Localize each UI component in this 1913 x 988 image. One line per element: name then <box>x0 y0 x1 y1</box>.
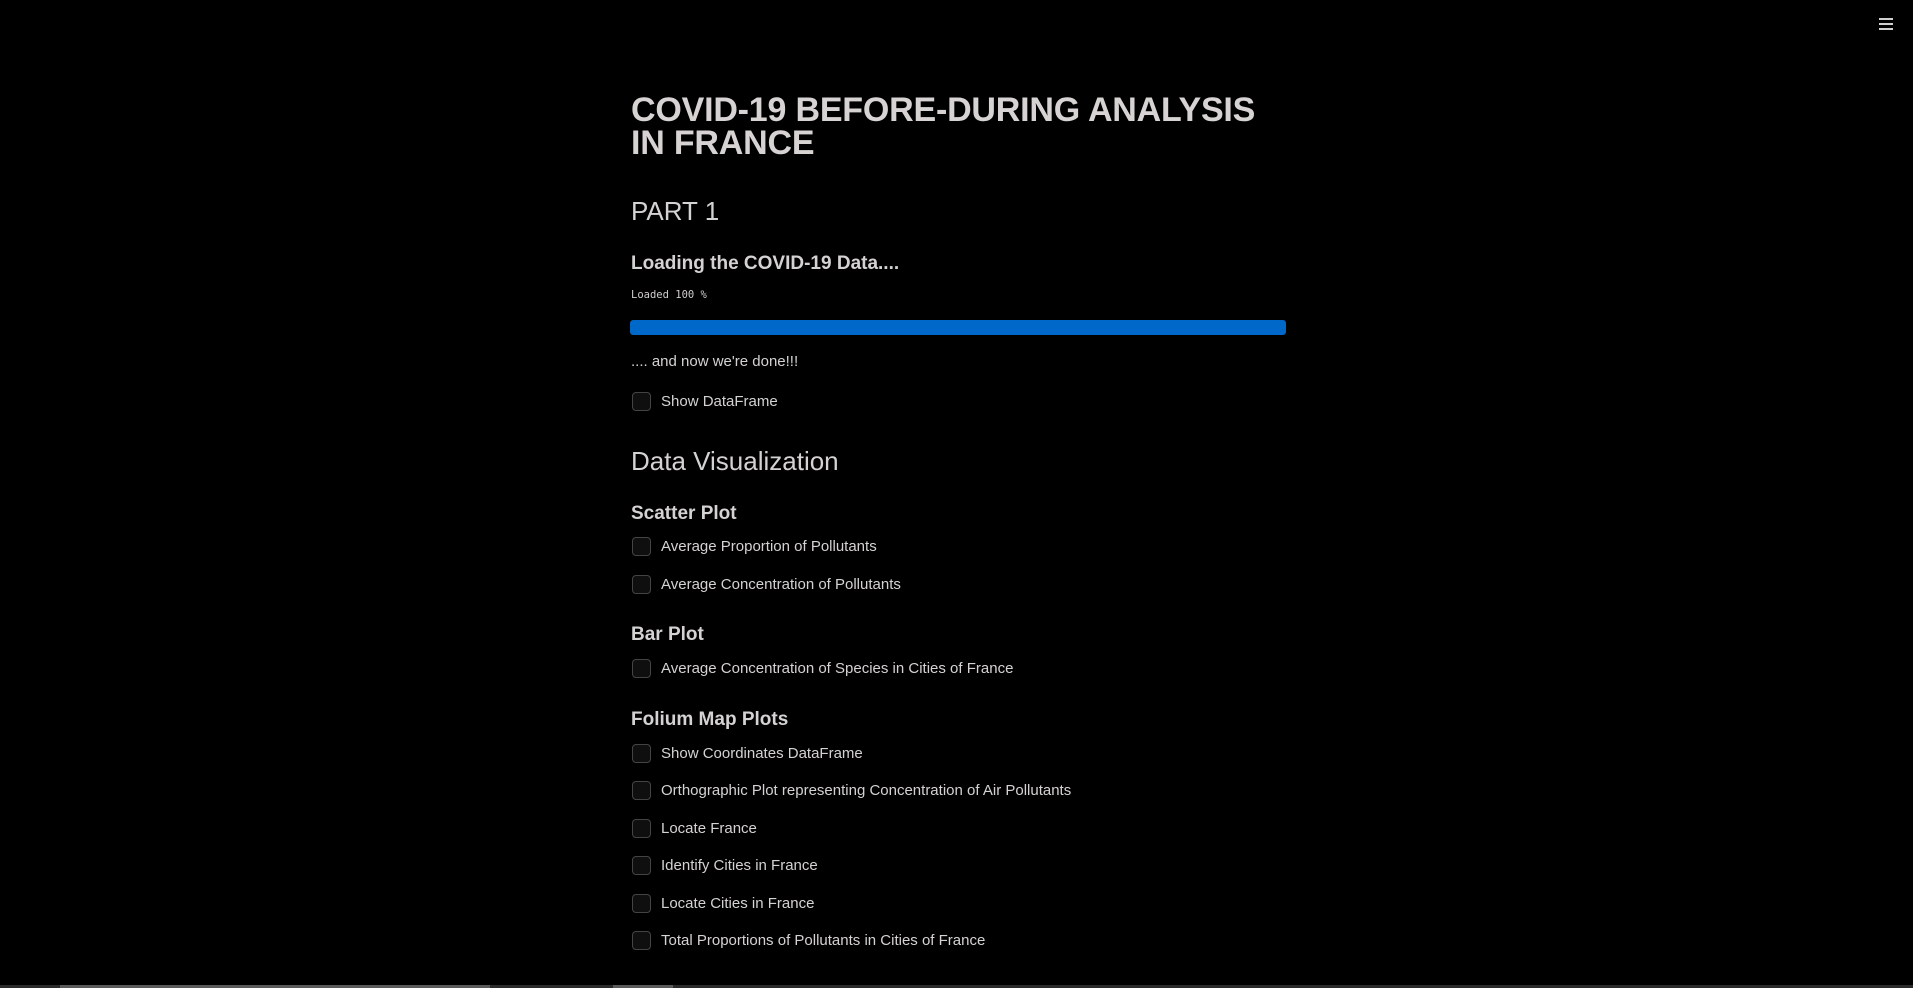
progress-bar <box>630 320 1286 335</box>
checkbox-box[interactable] <box>632 537 651 556</box>
identify-cities-checkbox[interactable] <box>632 855 818 875</box>
progress-bar-fill <box>630 320 1286 335</box>
data-visualization-heading: Data Visualization <box>631 446 839 476</box>
progress-status-text: Loaded 100 % <box>631 289 707 301</box>
hamburger-menu-icon-line <box>1879 23 1893 25</box>
hamburger-menu-button[interactable] <box>1876 14 1896 34</box>
show-coordinates-dataframe-checkbox[interactable] <box>632 743 863 763</box>
total-proportions-checkbox[interactable] <box>632 930 985 950</box>
part-heading: PART 1 <box>631 196 720 226</box>
checkbox-label: Total Proportions of Pollutants in Cities of France <box>661 931 986 949</box>
avg-concentration-species-checkbox[interactable] <box>632 658 1013 678</box>
checkbox-label: Locate Cities in France <box>661 894 815 912</box>
checkbox-box[interactable] <box>632 894 651 913</box>
show-dataframe-checkbox[interactable] <box>632 391 778 411</box>
checkbox-box[interactable] <box>632 744 651 763</box>
done-message: .... and now we're done!!! <box>631 353 799 370</box>
checkbox-label: Average Proportion of Pollutants <box>661 537 877 555</box>
checkbox-box[interactable] <box>632 931 651 950</box>
checkbox-label: Average Concentration of Species in Cities of France <box>661 659 1014 677</box>
checkbox-label: Average Concentration of Pollutants <box>661 575 901 593</box>
hamburger-menu-icon <box>1879 18 1893 20</box>
page-title: COVID-19 BEFORE-DURING ANALYSIS IN FRANCE <box>631 91 1256 162</box>
checkbox-label: Identify Cities in France <box>661 856 818 874</box>
orthographic-plot-checkbox[interactable] <box>632 780 1071 800</box>
hamburger-menu-icon-line <box>1879 28 1893 30</box>
checkbox-box[interactable] <box>632 659 651 678</box>
avg-proportion-pollutants-checkbox[interactable] <box>632 536 877 556</box>
checkbox-box[interactable] <box>632 392 651 411</box>
locate-cities-checkbox[interactable] <box>632 893 814 913</box>
checkbox-box[interactable] <box>632 856 651 875</box>
checkbox-box[interactable] <box>632 819 651 838</box>
checkbox-label: Locate France <box>661 819 757 837</box>
checkbox-label: Show Coordinates DataFrame <box>661 744 863 762</box>
scatter-plot-heading: Scatter Plot <box>631 503 737 524</box>
bar-plot-heading: Bar Plot <box>631 624 704 645</box>
folium-map-plots-heading: Folium Map Plots <box>631 709 789 730</box>
locate-france-checkbox[interactable] <box>632 818 757 838</box>
checkbox-label: Show DataFrame <box>661 392 778 410</box>
checkbox-box[interactable] <box>632 575 651 594</box>
checkbox-label: Orthographic Plot representing Concentration of Air Pollutants <box>661 781 1072 799</box>
checkbox-box[interactable] <box>632 781 651 800</box>
avg-concentration-pollutants-checkbox[interactable] <box>632 574 901 594</box>
loading-heading: Loading the COVID-19 Data.... <box>631 253 900 274</box>
